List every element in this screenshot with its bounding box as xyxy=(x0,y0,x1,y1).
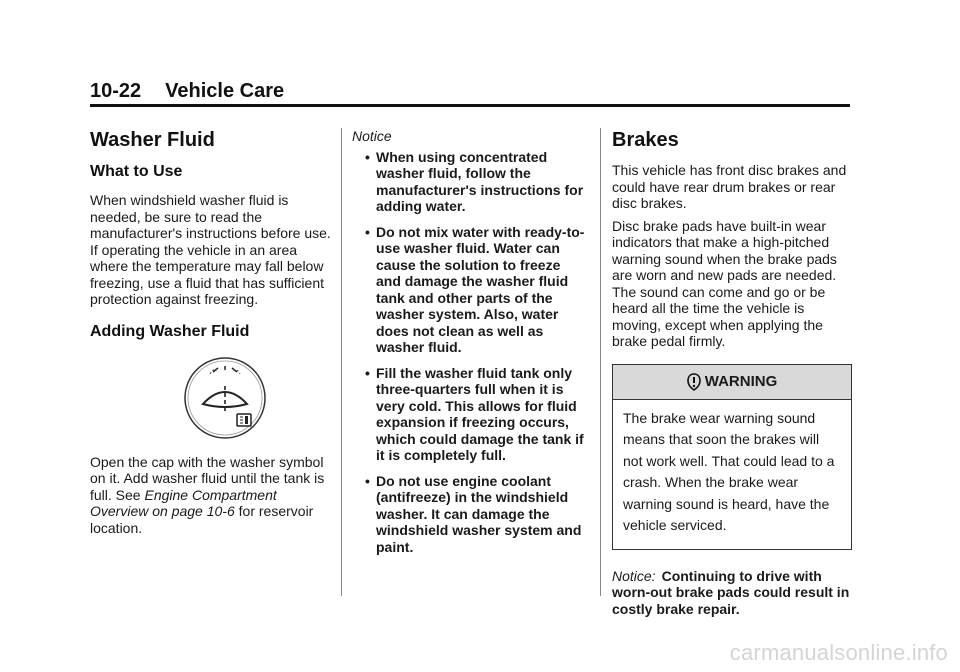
warning-title: WARNING xyxy=(704,373,778,390)
bullet-icon: • xyxy=(365,472,370,489)
left-column xyxy=(90,128,338,536)
warning-box xyxy=(612,364,852,550)
what-to-use-text: When windshield washer fluid is needed, be sure to read the manufacturer's instructions before use. If operating the vehicle in an area where the temperature may fall below freezing, use a fluid that has sufficient protection against freezing. xyxy=(90,192,331,307)
notice-list xyxy=(352,149,588,556)
adding-washer-fluid-heading: Adding Washer Fluid xyxy=(90,322,250,340)
washer-fluid-symbol-icon xyxy=(183,356,267,440)
washer-symbol-figure xyxy=(90,356,338,440)
section-title: Vehicle Care xyxy=(165,80,285,102)
brake-pads-text: Disc brake pads have built-in wear indicators that make a high-pitched warning sound when the brake pads are worn and new pads are needed. The sound can come and go or be heard all the time the vehicle is moving, except when applying the brake pedal firmly. xyxy=(612,217,837,349)
notice-label: Notice xyxy=(352,128,392,144)
list-item: • Do not mix water with ready-to-use washer fluid. Water can cause the solution to freeze and damage the washer fluid tank and other parts of the washer system. Also, water does not clean as well as washer fluid. xyxy=(365,223,585,355)
list-item: • When using concentrated washer fluid, follow the manufacturer's instructions for adding water. xyxy=(365,148,584,214)
list-item: • Do not use engine coolant (antifreeze) in the windshield washer. It can damage the windshield washer system and paint. xyxy=(365,472,582,555)
page-number: 10-22 xyxy=(90,80,142,102)
column-divider-1 xyxy=(341,128,342,596)
bullet-icon: • xyxy=(365,364,370,381)
notice-label: Notice: xyxy=(612,567,656,584)
brake-notice: Notice: Continuing to drive with worn-out brake pads could result in costly brake repair. xyxy=(612,567,850,617)
right-column xyxy=(612,128,852,617)
list-item: • Fill the washer fluid tank only three-quarters full when it is very cold. This allows for fluid expansion if freezing occurs, which could damage the tank if it is completely full. xyxy=(365,364,584,463)
brakes-intro-text: This vehicle has front disc brakes and could have rear drum brakes or rear disc brakes. xyxy=(612,162,847,211)
header-rule xyxy=(90,104,850,107)
column-divider-2 xyxy=(600,128,601,596)
brakes-heading: Brakes xyxy=(612,129,679,151)
warning-text: The brake wear warning sound means that soon the brakes will not work well. That could lead to a crash. When the brake wear warning sound is heard, have the vehicle serviced. xyxy=(623,409,835,533)
open-cap-text: Open the cap with the washer symbol on it. Add washer fluid until the tank is full. See Engine Compartment Overview on page 10-6 for reservoir location. xyxy=(90,453,325,536)
washer-fluid-heading: Washer Fluid xyxy=(90,129,215,151)
middle-column xyxy=(352,128,588,564)
what-to-use-heading: What to Use xyxy=(90,163,183,180)
warning-title-bar xyxy=(613,365,851,400)
page-header xyxy=(90,80,284,103)
watermark: carmanualsonline.info xyxy=(729,640,948,665)
engine-compartment-link[interactable]: Engine Compartment Overview on page 10-6 xyxy=(90,486,277,519)
warning-triangle-icon xyxy=(687,373,701,391)
bullet-icon: • xyxy=(365,148,370,165)
bullet-icon: • xyxy=(365,223,370,240)
